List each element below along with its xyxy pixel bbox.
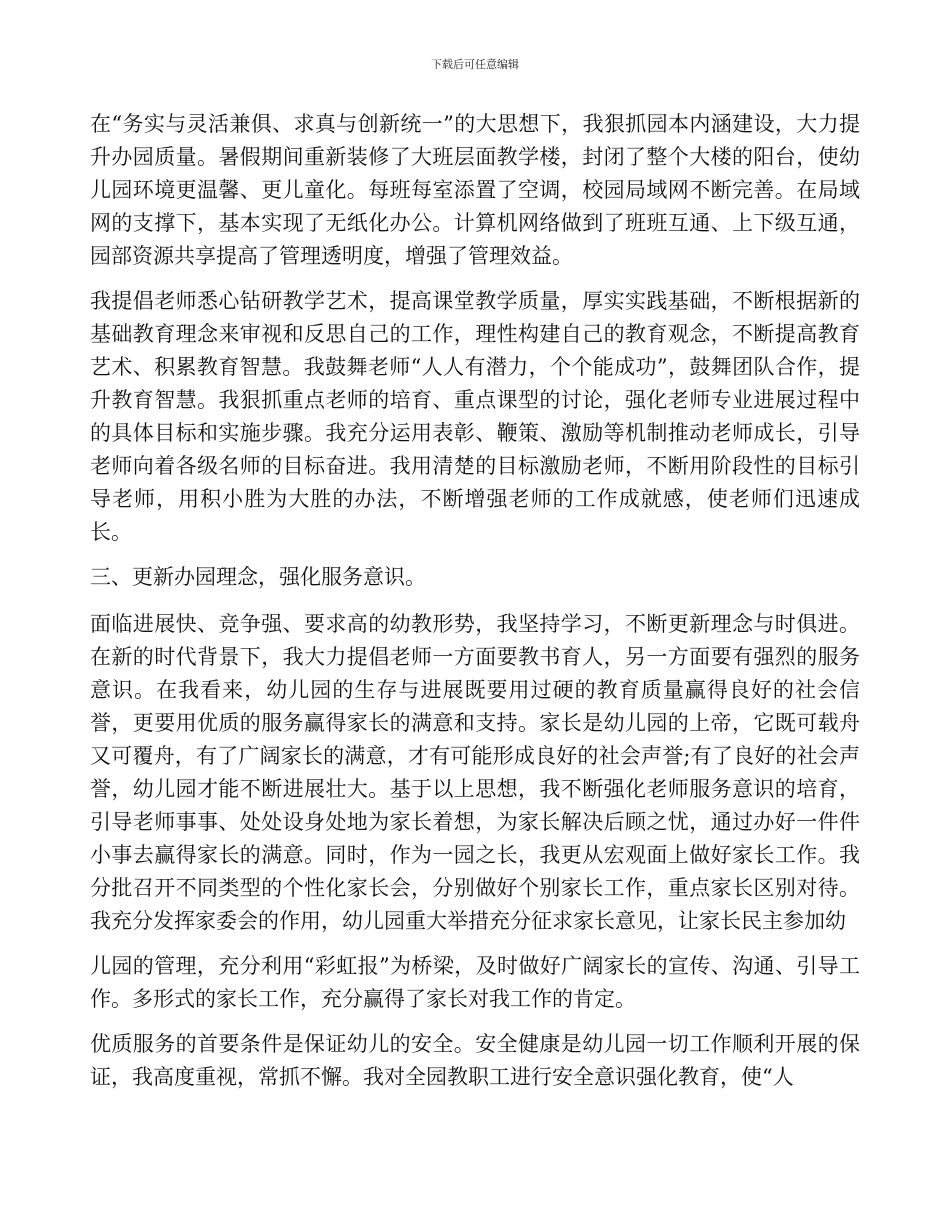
paragraph-2: 我提倡老师悉心钻研教学艺术，提高课堂教学质量，厚实实践基础，不断根据新的基础教育理念来审视和反思自己的工作，理性构建自己的教育观念，不断提高教育艺术、积累教育智慧。我鼓舞老师“人人有潜力，个个能成功”，鼓舞团队合作，提升教育智慧。我狠抓重点老师的培育、重点课型的讨论，强化老师专业进展过程中的具体目标和实施步骤。我充分运用表彰、鞭策、激励等机制推动老师成长，引导老师向着各级名师的目标奋进。我用清楚的目标激励老师，不断用阶段性的目标引导老师，用积小胜为大胜的办法，不断增强老师的工作成就感，使老师们迅速成长。 <box>90 289 860 544</box>
paragraph-3: 面临进展快、竞争强、要求高的幼教形势，我坚持学习，不断更新理念与时俱进。在新的时代背景下，我大力提倡老师一方面要教书育人，另一方面要有强烈的服务意识。在我看来，幼儿园的生存与进展既要用过硬的教育质量赢得良好的社会信誉，更要用优质的服务赢得家长的满意和支持。家长是幼儿园的上帝，它既可载舟又可覆舟，有了广阔家长的满意，才有可能形成良好的社会声誉;有了良好的社会声誉，幼儿园才能不断进展壮大。基于以上思想，我不断强化老师服务意识的培育，引导老师事事、处处设身处地为家长着想，为家长解决后顾之忧，通过办好一件件小事去赢得家长的满意。同时，作为一园之长，我更从宏观面上做好家长工作。我分批召开不同类型的个性化家长会，分别做好个别家长工作，重点家长区别对待。我充分发挥家委会的作用，幼儿园重大举措充分征求家长意见，让家长民主参加幼 <box>90 612 860 933</box>
paragraph-1: 在“务实与灵活兼俱、求真与创新统一”的大思想下，我狠抓园本内涵建设，大力提升办园质量。暑假期间重新装修了大班层面教学楼，封闭了整个大楼的阳台，使幼儿园环境更温馨、更儿童化。每班每室添置了空调，校园局域网不断完善。在局域网的支撑下，基本实现了无纸化办公。计算机网络做到了班班互通、上下级互通，园部资源共享提高了管理透明度，增强了管理效益。 <box>90 112 860 268</box>
document-body <box>90 108 860 1106</box>
page-header: 下载后可任意编辑 <box>431 58 519 71</box>
section-heading: 三、更新办园理念，强化服务意识。 <box>90 565 426 589</box>
paragraph-5: 优质服务的首要条件是保证幼儿的安全。安全健康是幼儿园一切工作顺利开展的保证，我高度重视，常抓不懈。我对全园教职工进行安全意识强化教育，使“人 <box>90 1032 860 1089</box>
paragraph-4: 儿园的管理，充分利用“彩虹报”为桥梁，及时做好广阔家长的宣传、沟通、引导工作。多形式的家长工作，充分赢得了家长对我工作的肯定。 <box>90 954 860 1011</box>
